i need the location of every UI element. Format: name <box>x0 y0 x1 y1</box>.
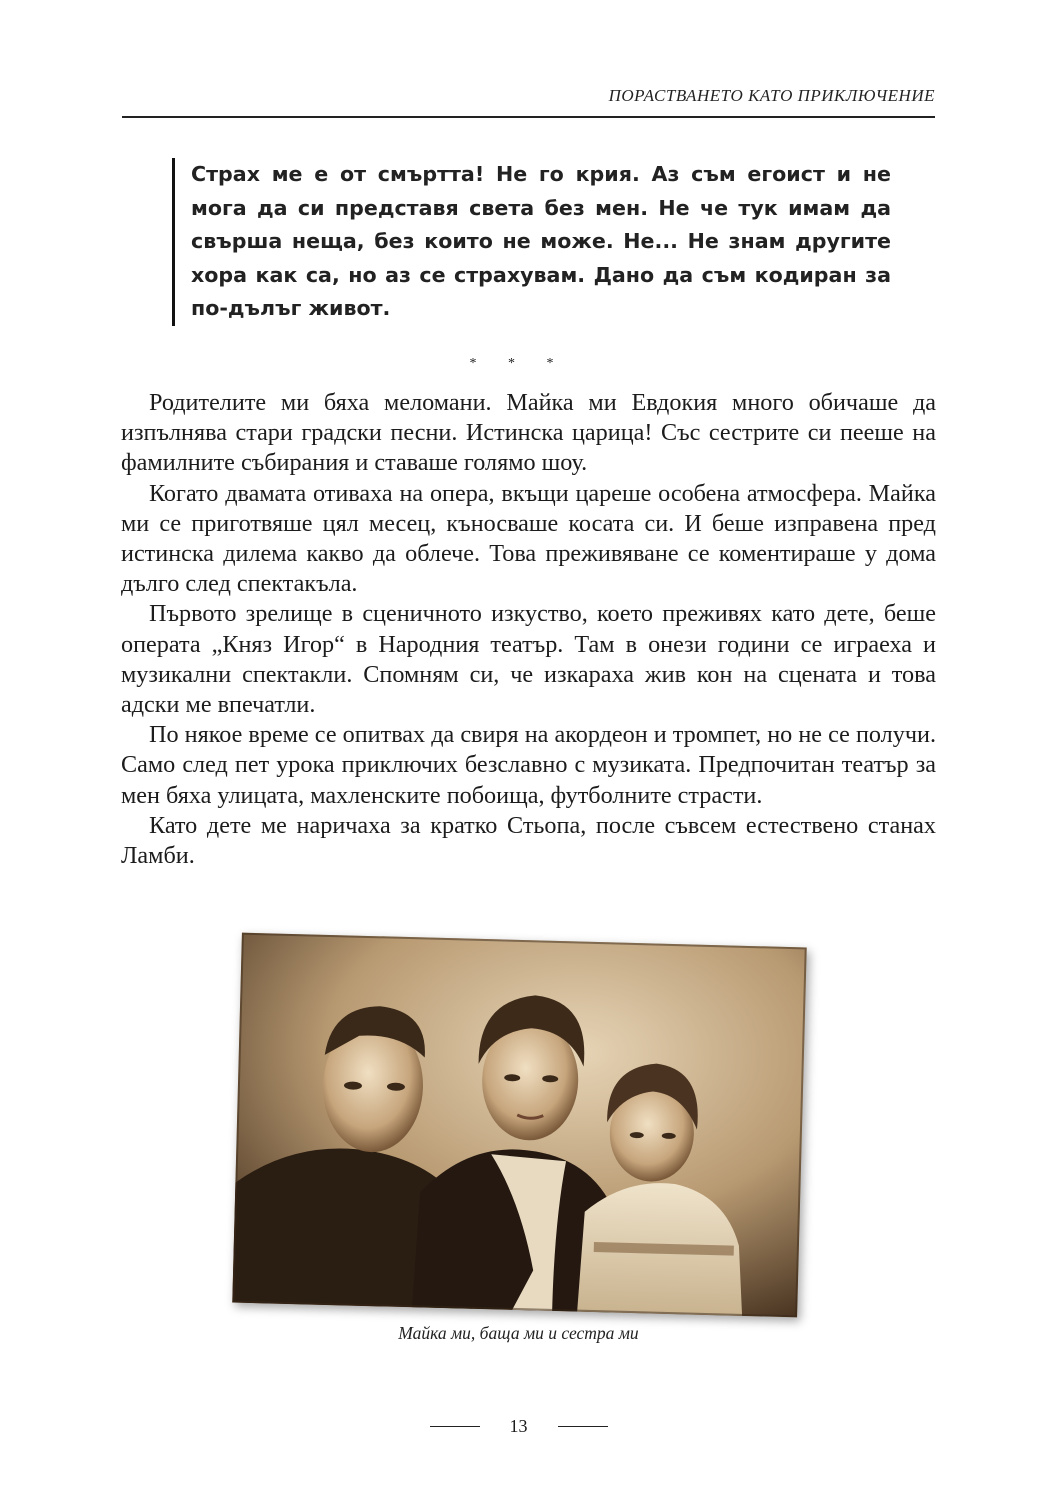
footer-dash-left <box>430 1426 480 1427</box>
paragraph: Първото зрелище в сценичното изкуство, което преживях като дете, беше операта „Княз Игор“ в Народния театър. Там в онези години се играеха и музикални спектакли. Спомням си, че изкараха жив кон на сцената и това адски ме впечатли. <box>121 600 936 719</box>
pull-quote-text: Страх ме е от смъртта! Не го крия. Аз съм егоист и не мога да си представя света без мен. Не че тук имам да свърша неща, без които не може. Не... Не знам другите хора как са, но аз се страхувам. Дано да съм кодиран за по-дълъг живот. <box>191 162 891 320</box>
body-text <box>121 388 936 871</box>
section-separator: * * * <box>469 356 568 371</box>
paragraph: Като дете ме наричаха за кратко Стьопа, после съвсем естествено станах Ламби. <box>121 811 936 870</box>
photo-caption: Майка ми, баща ми и сестра ми <box>398 1323 639 1343</box>
page-number: 13 <box>509 1416 528 1436</box>
pull-quote <box>172 158 891 326</box>
family-photo <box>232 933 806 1318</box>
paragraph: Когато двамата отиваха на опера, вкъщи цареше особена атмосфера. Майка ми се приготвяше цял месец, къносваше косата си. И беше изправена пред истинска дилема какво да облече. Това преживяване се коментираше у дома дълго след спектакъла. <box>121 479 936 598</box>
family-photo-image <box>232 933 806 1318</box>
header-rule <box>122 116 935 118</box>
running-header-title: ПОРАСТВАНЕТО КАТО ПРИКЛЮЧЕНИЕ <box>608 86 935 105</box>
paragraph: Родителите ми бяха меломани. Майка ми Евдокия много обичаше да изпълнява стари градски песни. Истинска царица! Със сестрите си пееше на фамилните събирания и ставаше голямо шоу. <box>121 389 936 477</box>
page-footer <box>0 1416 1037 1437</box>
footer-dash-right <box>558 1426 608 1427</box>
paragraph: По някое време се опитвах да свиря на акордеон и тромпет, но не се получи. Само след пет урока приключих безславно с музиката. Предпочитан театър за мен бяха улицата, махленските побоища, футболните страсти. <box>121 721 936 809</box>
